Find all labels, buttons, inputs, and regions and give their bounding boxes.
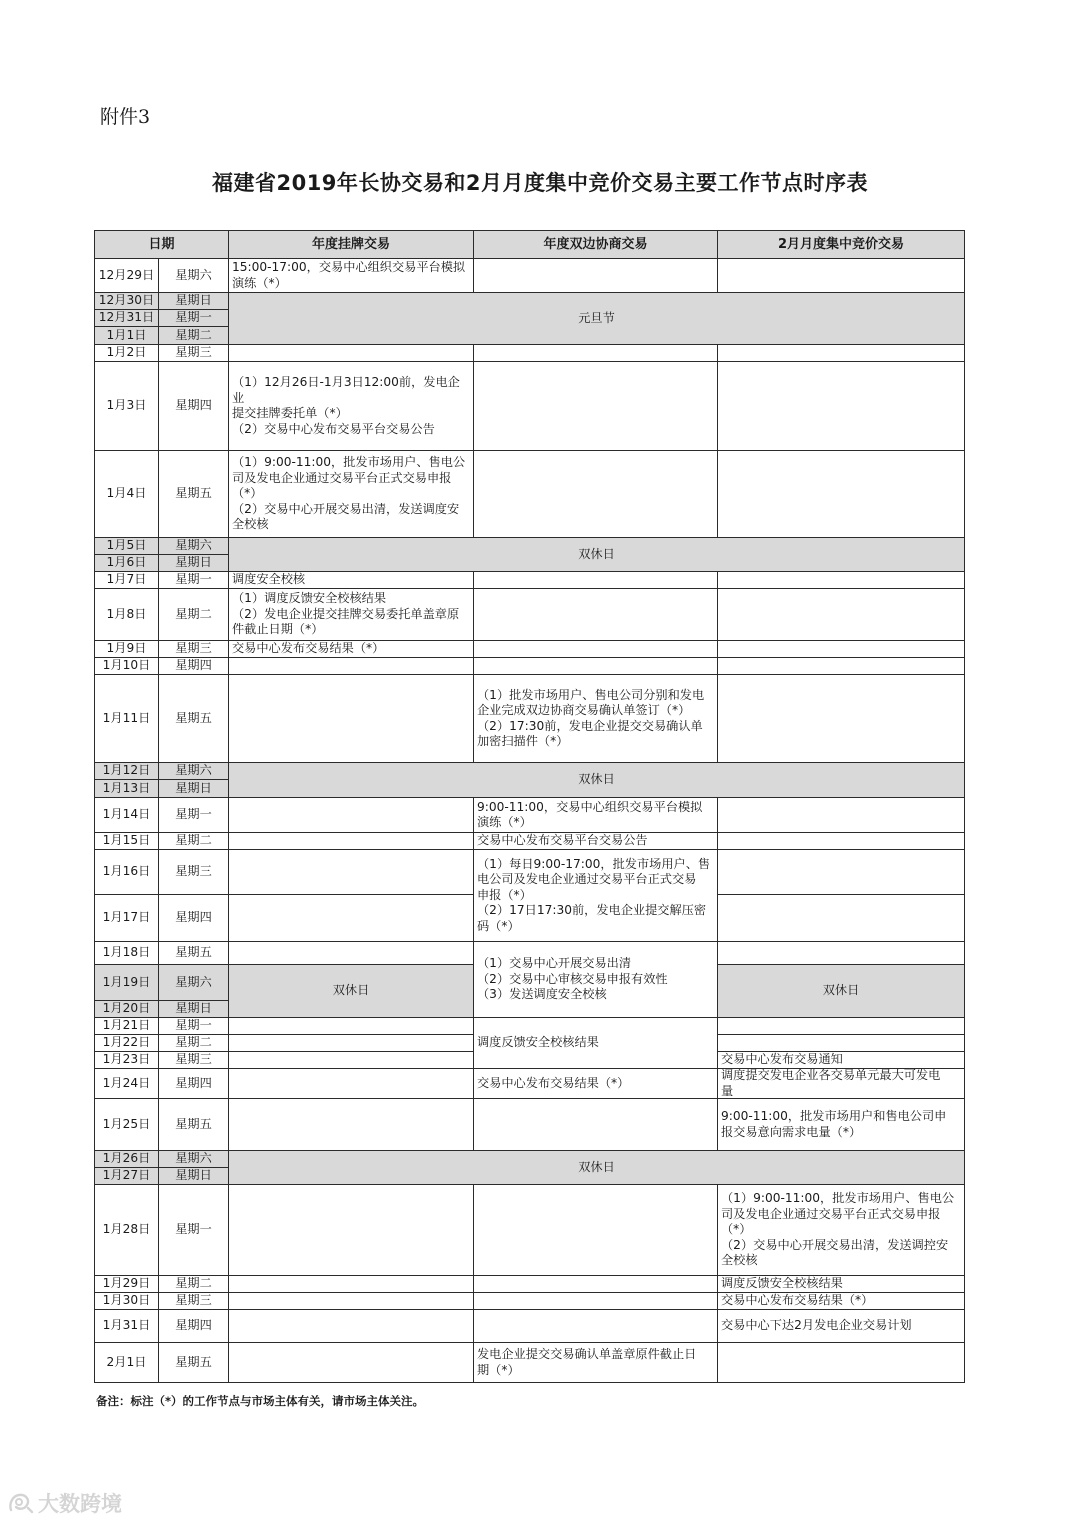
date-cell: 1月8日 <box>94 588 159 641</box>
task-cell-bilateral: 交易中心发布交易平台交易公告 <box>473 832 718 850</box>
task-cell-bilateral <box>473 258 718 293</box>
weekday-cell: 星期一 <box>158 1017 229 1035</box>
task-cell-bilateral: 9:00-11:00，交易中心组织交易平台模拟 演练（*） <box>473 797 718 833</box>
date-cell: 1月14日 <box>94 797 159 833</box>
date-cell: 1月18日 <box>94 941 159 965</box>
date-cell: 1月6日 <box>94 554 159 572</box>
task-cell-listing <box>228 1184 474 1276</box>
weekday-cell: 星期日 <box>158 292 229 310</box>
weekday-cell: 星期三 <box>158 640 229 658</box>
task-cell-monthly: 9:00-11:00，批发市场用户和售电公司申 报交易意向需求电量（*） <box>717 1098 965 1151</box>
weekday-cell: 星期二 <box>158 1034 229 1052</box>
task-cell-monthly: 交易中心发布交易通知 <box>717 1051 965 1069</box>
task-cell-listing: 交易中心发布交易结果（*） <box>228 640 474 658</box>
weekday-cell: 星期六 <box>158 762 229 780</box>
weekday-cell: 星期六 <box>158 964 229 1001</box>
weekday-cell: 星期五 <box>158 1342 229 1383</box>
weekday-cell: 星期日 <box>158 1167 229 1185</box>
task-cell-monthly: 调度提交发电企业各交易单元最大可发电 量 <box>717 1068 965 1099</box>
task-cell-bilateral <box>473 1292 718 1310</box>
task-cell-bilateral: （1）交易中心开展交易出清 （2）交易中心审核交易申报有效性 （3）发送调度安全校核 <box>473 941 718 1018</box>
task-cell-bilateral: （1）每日9:00-17:00，批发市场用户、售 电公司及发电企业通过交易平台正式交易 申报（*） （2）17日17:30前，发电企业提交解压密 码（*） <box>473 849 718 942</box>
table-footnote: 备注：标注（*）的工作节点与市场主体有关，请市场主体关注。 <box>96 1394 425 1408</box>
task-cell-listing <box>228 894 474 942</box>
date-cell: 1月5日 <box>94 537 159 555</box>
holiday-cell: 元旦节 <box>228 292 965 345</box>
weekday-cell: 星期二 <box>158 326 229 345</box>
task-cell-bilateral <box>473 640 718 658</box>
date-cell: 2月1日 <box>94 1342 159 1383</box>
task-cell-listing <box>228 1098 474 1151</box>
task-cell-monthly <box>717 1017 965 1035</box>
task-cell-bilateral <box>473 571 718 589</box>
task-cell-bilateral: 发电企业提交交易确认单盖章原件截止日 期（*） <box>473 1342 718 1383</box>
task-cell-bilateral <box>473 588 718 641</box>
date-cell: 1月27日 <box>94 1167 159 1185</box>
task-cell-listing <box>228 832 474 850</box>
schedule-table <box>94 230 964 1382</box>
task-cell-monthly <box>717 797 965 833</box>
task-cell-listing: （1）12月26日-1月3日12:00前，发电企业 提交挂牌委托单（*） （2）交易中心发布交易平台交易公告 <box>228 361 474 451</box>
task-cell-listing <box>228 674 474 763</box>
weekday-cell: 星期六 <box>158 258 229 293</box>
task-cell-listing <box>228 1017 474 1035</box>
holiday-cell: 双休日 <box>228 1150 965 1185</box>
task-cell-monthly <box>717 588 965 641</box>
task-cell-monthly <box>717 344 965 362</box>
date-cell: 1月26日 <box>94 1150 159 1168</box>
task-cell-monthly: （1）9:00-11:00，批发市场用户、售电公 司及发电企业通过交易平台正式交易申报 （*） （2）交易中心开展交易出清，发送调控安 全校核 <box>717 1184 965 1276</box>
weekday-cell: 星期五 <box>158 674 229 763</box>
holiday-cell: 双休日 <box>717 964 965 1018</box>
task-cell-monthly: 交易中心下达2月发电企业交易计划 <box>717 1309 965 1343</box>
task-cell-bilateral: 调度反馈安全校核结果 <box>473 1017 718 1069</box>
date-cell: 1月17日 <box>94 894 159 942</box>
task-cell-monthly <box>717 657 965 675</box>
task-cell-bilateral <box>473 1184 718 1276</box>
task-cell-listing <box>228 657 474 675</box>
task-cell-listing <box>228 1034 474 1052</box>
header-bilateral-trade: 年度双边协商交易 <box>473 230 718 259</box>
weekday-cell: 星期日 <box>158 779 229 798</box>
task-cell-monthly: 调度反馈安全校核结果 <box>717 1275 965 1293</box>
task-cell-listing <box>228 1275 474 1293</box>
task-cell-monthly <box>717 674 965 763</box>
task-cell-listing <box>228 1068 474 1099</box>
task-cell-bilateral: 交易中心发布交易结果（*） <box>473 1068 718 1099</box>
date-cell: 1月23日 <box>94 1051 159 1069</box>
weekday-cell: 星期四 <box>158 1068 229 1099</box>
weekday-cell: 星期一 <box>158 1184 229 1276</box>
watermark-logo-icon <box>8 1492 34 1514</box>
weekday-cell: 星期三 <box>158 1292 229 1310</box>
header-date: 日期 <box>94 230 229 259</box>
weekday-cell: 星期一 <box>158 309 229 327</box>
task-cell-bilateral <box>473 657 718 675</box>
date-cell: 1月21日 <box>94 1017 159 1035</box>
date-cell: 1月9日 <box>94 640 159 658</box>
date-cell: 1月15日 <box>94 832 159 850</box>
watermark <box>8 1488 122 1518</box>
task-cell-bilateral: （1）批发市场用户、售电公司分别和发电 企业完成双边协商交易确认单签订（*） （2）17:30前，发电企业提交交易确认单 加密扫描件（*） <box>473 674 718 763</box>
date-cell: 1月1日 <box>94 326 159 345</box>
weekday-cell: 星期四 <box>158 361 229 451</box>
task-cell-monthly <box>717 258 965 293</box>
task-cell-monthly <box>717 640 965 658</box>
weekday-cell: 星期四 <box>158 894 229 942</box>
document-title: 福建省2019年长协交易和2月月度集中竞价交易主要工作节点时序表 <box>211 171 869 195</box>
task-cell-listing <box>228 849 474 895</box>
date-cell: 1月31日 <box>94 1309 159 1343</box>
weekday-cell: 星期六 <box>158 537 229 555</box>
task-cell-listing: 15:00-17:00，交易中心组织交易平台模拟 演练（*） <box>228 258 474 293</box>
date-cell: 1月7日 <box>94 571 159 589</box>
holiday-cell: 双休日 <box>228 762 965 798</box>
task-cell-listing <box>228 1051 474 1069</box>
date-cell: 1月28日 <box>94 1184 159 1276</box>
task-cell-listing <box>228 941 474 965</box>
date-cell: 1月19日 <box>94 964 159 1001</box>
date-cell: 12月30日 <box>94 292 159 310</box>
task-cell-bilateral <box>473 1098 718 1151</box>
date-cell: 1月10日 <box>94 657 159 675</box>
task-cell-listing <box>228 1342 474 1383</box>
date-cell: 1月12日 <box>94 762 159 780</box>
weekday-cell: 星期二 <box>158 588 229 641</box>
task-cell-listing <box>228 1309 474 1343</box>
task-cell-monthly <box>717 894 965 942</box>
weekday-cell: 星期三 <box>158 1051 229 1069</box>
header-listing-trade: 年度挂牌交易 <box>228 230 474 259</box>
task-cell-monthly <box>717 832 965 850</box>
weekday-cell: 星期一 <box>158 797 229 833</box>
date-cell: 1月24日 <box>94 1068 159 1099</box>
date-cell: 12月29日 <box>94 258 159 293</box>
date-cell: 1月20日 <box>94 1000 159 1018</box>
attachment-label: 附件3 <box>100 106 151 128</box>
watermark-text: 大数跨境 <box>38 1492 122 1516</box>
task-cell-monthly <box>717 571 965 589</box>
weekday-cell: 星期五 <box>158 1098 229 1151</box>
date-cell: 1月2日 <box>94 344 159 362</box>
date-cell: 1月3日 <box>94 361 159 451</box>
task-cell-listing: （1）调度反馈安全校核结果 （2）发电企业提交挂牌交易委托单盖章原 件截止日期（*） <box>228 588 474 641</box>
task-cell-monthly <box>717 1034 965 1052</box>
task-cell-bilateral <box>473 450 718 538</box>
task-cell-listing <box>228 797 474 833</box>
task-cell-bilateral <box>473 361 718 451</box>
holiday-cell: 双休日 <box>228 537 965 572</box>
weekday-cell: 星期五 <box>158 941 229 965</box>
date-cell: 12月31日 <box>94 309 159 327</box>
weekday-cell: 星期二 <box>158 1275 229 1293</box>
weekday-cell: 星期一 <box>158 571 229 589</box>
task-cell-listing <box>228 344 474 362</box>
weekday-cell: 星期日 <box>158 554 229 572</box>
date-cell: 1月22日 <box>94 1034 159 1052</box>
task-cell-bilateral <box>473 1275 718 1293</box>
date-cell: 1月30日 <box>94 1292 159 1310</box>
date-cell: 1月13日 <box>94 779 159 798</box>
task-cell-listing: 调度安全校核 <box>228 571 474 589</box>
date-cell: 1月4日 <box>94 450 159 538</box>
weekday-cell: 星期六 <box>158 1150 229 1168</box>
weekday-cell: 星期四 <box>158 657 229 675</box>
task-cell-monthly: 交易中心发布交易结果（*） <box>717 1292 965 1310</box>
task-cell-monthly <box>717 941 965 965</box>
weekday-cell: 星期日 <box>158 1000 229 1018</box>
weekday-cell: 星期三 <box>158 344 229 362</box>
header-monthly-bidding: 2月月度集中竞价交易 <box>717 230 965 259</box>
date-cell: 1月16日 <box>94 849 159 895</box>
task-cell-listing: （1）9:00-11:00，批发市场用户、售电公 司及发电企业通过交易平台正式交易申报 （*） （2）交易中心开展交易出清，发送调度安 全校核 <box>228 450 474 538</box>
task-cell-listing <box>228 1292 474 1310</box>
date-cell: 1月11日 <box>94 674 159 763</box>
task-cell-monthly <box>717 450 965 538</box>
task-cell-monthly <box>717 849 965 895</box>
weekday-cell: 星期三 <box>158 849 229 895</box>
date-cell: 1月29日 <box>94 1275 159 1293</box>
task-cell-bilateral <box>473 1309 718 1343</box>
weekday-cell: 星期四 <box>158 1309 229 1343</box>
task-cell-monthly <box>717 361 965 451</box>
task-cell-monthly <box>717 1342 965 1383</box>
weekday-cell: 星期五 <box>158 450 229 538</box>
date-cell: 1月25日 <box>94 1098 159 1151</box>
task-cell-bilateral <box>473 344 718 362</box>
holiday-cell: 双休日 <box>228 964 474 1018</box>
weekday-cell: 星期二 <box>158 832 229 850</box>
